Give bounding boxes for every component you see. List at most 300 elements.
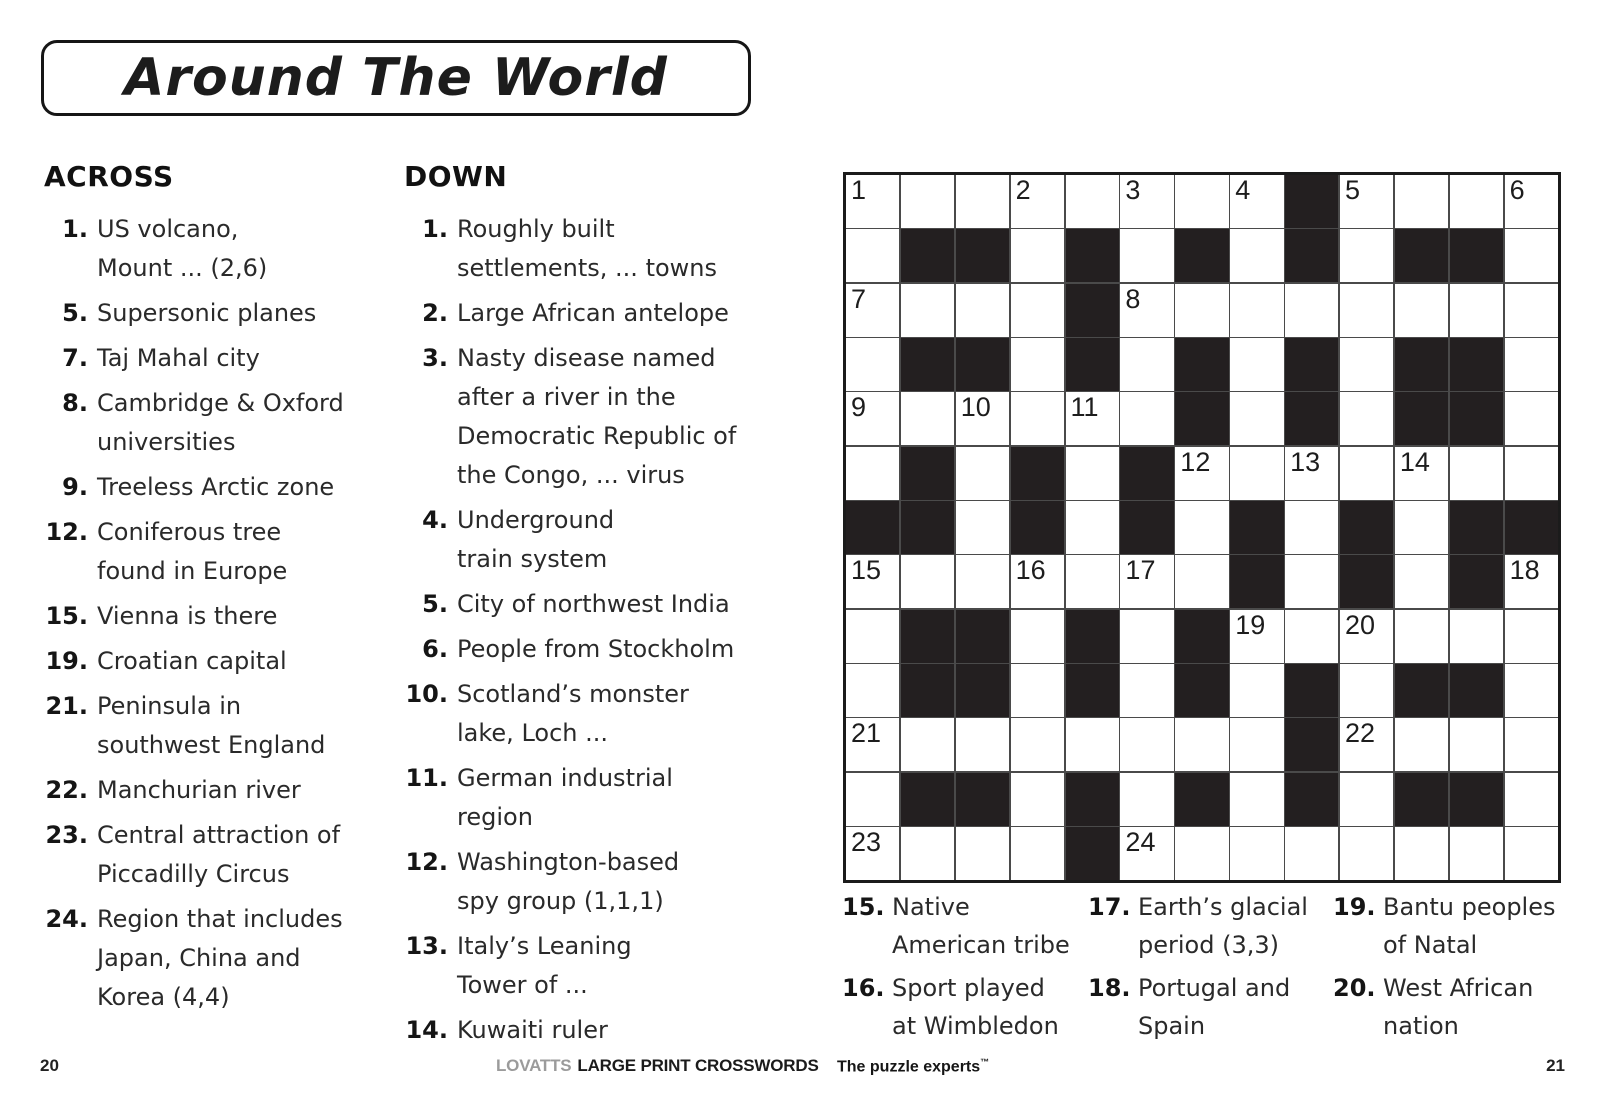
clue-number: 6. [422,635,448,663]
grid-cell-black [1175,229,1228,282]
grid-cell[interactable] [846,827,899,880]
clue-number: 14. [405,1016,448,1044]
tagline-text: The puzzle experts [837,1058,981,1076]
clue-text-line: West African [1383,974,1534,1002]
clue-text [1383,969,1533,1045]
grid-cell[interactable] [1395,447,1448,500]
grid-cell[interactable] [901,284,954,337]
grid-cell-black [1450,229,1503,282]
grid-cell[interactable] [846,229,899,282]
grid-cell-black [1175,610,1228,663]
clue-item [404,1011,796,1050]
grid-cell-black [901,501,954,554]
grid-cell[interactable] [1120,175,1173,228]
clue-text-line: Manchurian river [97,776,301,804]
grid-cell[interactable] [846,447,899,500]
grid-cell-black [1450,773,1503,826]
grid-cell-black [901,773,954,826]
clue-text-line: settlements, ... towns [457,254,718,282]
grid-cell[interactable] [901,718,954,771]
clue-text-line: Korea (4,4) [97,983,230,1011]
clue-item [44,771,394,810]
clue-item [1088,888,1333,964]
grid-cell[interactable] [1230,773,1283,826]
clue-text-line: Sport played [892,974,1045,1002]
clue-number: 7. [62,344,88,372]
grid-cell-black [1450,555,1503,608]
grid-cell[interactable] [1011,664,1064,717]
grid-cell[interactable] [1340,664,1393,717]
grid-cell[interactable] [1120,718,1173,771]
grid-cell[interactable] [1505,447,1558,500]
clue-number: 5. [422,590,448,618]
clue-item [404,501,796,579]
clue-text-line: train system [457,545,608,573]
grid-cell[interactable] [1011,392,1064,445]
cell-number: 6 [1509,175,1525,205]
grid-cell[interactable] [1340,229,1393,282]
clue-text-line: Region that includes [97,905,343,933]
clue-text-line: region [457,803,533,831]
cell-number: 13 [1290,446,1321,477]
grid-cell[interactable] [1505,555,1558,608]
grid-cell[interactable] [1340,827,1393,880]
grid-cell[interactable] [1066,501,1119,554]
grid-cell[interactable] [846,718,899,771]
grid-cell-black [1230,555,1283,608]
grid-cell-black [1285,338,1338,391]
grid-cell-black [1011,501,1064,554]
cell-number: 1 [851,175,867,205]
puzzle-title: Around The World [124,48,668,108]
grid-cell[interactable] [1285,284,1338,337]
grid-cell[interactable] [1285,501,1338,554]
grid-cell[interactable] [956,447,1009,500]
grid-cell-black [1120,447,1173,500]
grid-cell[interactable] [1066,447,1119,500]
grid-cell[interactable] [1450,175,1503,228]
grid-cell[interactable] [1505,284,1558,337]
grid-cell[interactable] [1340,175,1393,228]
clue-text-line: at Wimbledon [892,1012,1059,1040]
clue-text [892,969,1059,1045]
grid-cell[interactable] [1120,773,1173,826]
clue-text-line: Native [892,893,970,921]
clue-item [44,642,394,681]
clue-text [97,900,343,1017]
grid-cell-black [1395,664,1448,717]
clue-number: 9. [62,473,88,501]
clue-text [457,675,689,753]
grid-cell[interactable] [1011,175,1064,228]
clue-text [97,384,344,462]
grid-cell[interactable] [1230,718,1283,771]
grid-cell[interactable] [1395,284,1448,337]
grid-cell[interactable] [901,392,954,445]
clue-item [404,630,796,669]
grid-cell-black [901,229,954,282]
clue-text [97,513,287,591]
clue-text-line: Underground [457,506,615,534]
clue-item [44,900,394,1017]
grid-cell-black [1450,392,1503,445]
grid-cell[interactable] [1340,447,1393,500]
grid-cell[interactable] [956,827,1009,880]
clue-number: 10. [405,680,448,708]
grid-cell[interactable] [1066,175,1119,228]
grid-cell[interactable] [1066,392,1119,445]
grid-cell[interactable] [1395,827,1448,880]
grid-cell[interactable] [1011,827,1064,880]
grid-cell[interactable] [1450,827,1503,880]
cell-number: 23 [851,827,882,858]
grid-cell[interactable] [1340,338,1393,391]
grid-cell[interactable] [956,284,1009,337]
grid-cell[interactable] [1011,555,1064,608]
grid-cell[interactable] [1285,447,1338,500]
grid-cell[interactable] [1395,175,1448,228]
grid-cell[interactable] [1505,610,1558,663]
clue-item [44,513,394,591]
brand-series: LARGE PRINT CROSSWORDS [577,1056,819,1075]
grid-cell-black [901,447,954,500]
brand-name: LOVATTS [496,1056,572,1075]
page-number-right: 21 [1546,1056,1565,1075]
clue-number: 1. [422,215,448,243]
clue-item [404,927,796,1005]
clue-item [404,339,796,495]
grid-cell[interactable] [956,175,1009,228]
clue-number: 15. [45,602,88,630]
grid-cell[interactable] [1011,229,1064,282]
grid-cell[interactable] [1395,555,1448,608]
grid-cell[interactable] [901,827,954,880]
clue-text-line: Washington-based [457,848,680,876]
clue-text-line: the Congo, ... virus [457,461,685,489]
grid-cell-black [956,338,1009,391]
cell-number: 9 [851,392,867,423]
clue-item [404,585,796,624]
grid-cell[interactable] [1395,501,1448,554]
grid-cell[interactable] [1066,555,1119,608]
cell-number: 12 [1180,446,1211,477]
grid-cell[interactable] [846,773,899,826]
cell-number: 21 [851,718,882,749]
grid-cell[interactable] [1230,827,1283,880]
grid-cell-black [901,610,954,663]
grid-cell[interactable] [1175,175,1228,228]
grid-cell[interactable] [846,284,899,337]
grid-cell[interactable] [1505,827,1558,880]
clue-text [457,501,614,579]
clue-text-line: Croatian capital [97,647,287,675]
clue-text-line: period (3,3) [1138,931,1279,959]
cell-number: 16 [1015,555,1046,586]
grid-cell-black [1395,392,1448,445]
clue-text [457,630,734,669]
clue-text-line: southwest England [97,731,326,759]
grid-cell[interactable] [1285,827,1338,880]
grid-cell[interactable] [1395,610,1448,663]
grid-cell[interactable] [1066,718,1119,771]
cell-number: 17 [1125,555,1156,586]
grid-cell[interactable] [1450,610,1503,663]
clue-text-line: Cambridge & Oxford [97,389,344,417]
clue-item [1088,969,1333,1045]
clue-number: 22. [45,776,88,804]
clue-item [404,759,796,837]
grid-cell[interactable] [1340,773,1393,826]
clue-text-line: after a river in the [457,383,676,411]
clue-text [97,294,316,333]
cell-number: 18 [1509,555,1540,586]
clue-number: 18. [1088,974,1131,1002]
grid-cell[interactable] [1230,610,1283,663]
grid-cell-black [1066,338,1119,391]
grid-cell[interactable] [846,392,899,445]
clue-text [457,927,632,1005]
grid-cell[interactable] [1340,610,1393,663]
grid-cell[interactable] [1120,284,1173,337]
clue-text [97,642,287,681]
clue-text-line: US volcano, [97,215,239,243]
grid-cell[interactable] [901,175,954,228]
grid-cell[interactable] [846,664,899,717]
bottom-clue-column-1 [842,888,1088,1050]
grid-cell-black [1450,664,1503,717]
trademark-symbol: ™ [980,1057,990,1067]
clue-text [97,771,301,810]
down-clue-list [404,210,796,1056]
clue-text-line: Treeless Arctic zone [97,473,335,501]
grid-cell[interactable] [1120,229,1173,282]
grid-cell[interactable] [846,610,899,663]
grid-cell[interactable] [1230,229,1283,282]
bottom-clue-column-2 [1088,888,1333,1050]
grid-cell[interactable] [1505,175,1558,228]
grid-cell[interactable] [1120,555,1173,608]
grid-cell[interactable] [1340,284,1393,337]
grid-cell-black [1011,447,1064,500]
grid-cell[interactable] [956,392,1009,445]
grid-cell[interactable] [1230,392,1283,445]
grid-cell[interactable] [1175,718,1228,771]
grid-cell[interactable] [1230,175,1283,228]
clue-number: 11. [405,764,448,792]
grid-cell[interactable] [956,501,1009,554]
grid-cell[interactable] [1395,718,1448,771]
clue-item [44,210,394,288]
clue-text-line: Central attraction of [97,821,341,849]
clue-number: 23. [45,821,88,849]
clue-number: 20. [1333,974,1376,1002]
grid-cell[interactable] [846,175,899,228]
clue-text-line: spy group (1,1,1) [457,887,664,915]
grid-cell-black [1285,718,1338,771]
grid-cell[interactable] [901,555,954,608]
grid-cell[interactable] [1285,555,1338,608]
grid-cell[interactable] [1175,827,1228,880]
clue-item [44,816,394,894]
clue-text [1138,888,1308,964]
grid-cell[interactable] [1505,338,1558,391]
cell-number: 24 [1125,827,1156,858]
grid-cell[interactable] [1175,555,1228,608]
clue-item [842,888,1088,964]
cell-number: 4 [1235,175,1251,205]
grid-cell[interactable] [1340,718,1393,771]
grid-cell[interactable] [1450,718,1503,771]
clue-number: 2. [422,299,448,327]
clue-text-line: German industrial [457,764,673,792]
grid-cell[interactable] [1505,392,1558,445]
grid-cell-black [1120,501,1173,554]
grid-cell[interactable] [1120,338,1173,391]
grid-cell-black [956,773,1009,826]
clue-text [457,843,679,921]
clue-item [44,687,394,765]
grid-cell[interactable] [1011,773,1064,826]
grid-cell[interactable] [1120,664,1173,717]
clue-number: 21. [45,692,88,720]
grid-cell[interactable] [1011,718,1064,771]
brand-lockup [496,1056,819,1076]
clue-number: 19. [1333,893,1376,921]
grid-cell[interactable] [1120,827,1173,880]
clue-text-line: Bantu peoples [1383,893,1556,921]
clue-number: 15. [842,893,885,921]
cell-number: 7 [851,283,867,314]
grid-cell[interactable] [1011,284,1064,337]
clue-text-line: Peninsula in [97,692,242,720]
clue-number: 19. [45,647,88,675]
grid-cell-black [1066,284,1119,337]
clue-text [97,468,334,507]
grid-cell[interactable] [956,718,1009,771]
clue-text [97,210,267,288]
clue-text [1383,888,1556,964]
title-box [41,40,751,116]
grid-cell[interactable] [1230,664,1283,717]
clue-text [457,1011,608,1050]
clue-number: 8. [62,389,88,417]
grid-cell-black [1285,392,1338,445]
cell-number: 5 [1344,175,1360,205]
grid-cell-black [1395,773,1448,826]
cell-number: 19 [1235,609,1266,640]
grid-cell-black [1395,338,1448,391]
across-header: ACROSS [44,160,174,193]
grid-cell[interactable] [1120,392,1173,445]
grid-cell-black [1450,501,1503,554]
grid-cell-black [1395,229,1448,282]
grid-cell-black [1175,392,1228,445]
clue-text [892,888,1070,964]
grid-cell[interactable] [1175,501,1228,554]
grid-cell-black [1066,610,1119,663]
grid-cell-black [1285,229,1338,282]
clue-text-line: Spain [1138,1012,1206,1040]
clue-text-line: of Natal [1383,931,1478,959]
crossword-grid [843,172,1561,883]
clue-item [44,339,394,378]
clue-text-line: Italy’s Leaning [457,932,632,960]
clue-text-line: Supersonic planes [97,299,317,327]
grid-cell-black [1340,555,1393,608]
grid-cell[interactable] [1230,338,1283,391]
clue-item [404,294,796,333]
grid-cell[interactable] [1175,447,1228,500]
cell-number: 2 [1015,175,1031,205]
down-header: DOWN [404,160,508,193]
clue-item [1333,969,1561,1045]
clue-item [404,675,796,753]
clue-text-line: universities [97,428,236,456]
clue-text-line: Scotland’s monster [457,680,689,708]
grid-cell[interactable] [1450,447,1503,500]
clue-number: 5. [62,299,88,327]
bottom-clue-column-3 [1333,888,1561,1050]
clue-text-line: Taj Mahal city [97,344,260,372]
grid-cell-black [1175,773,1228,826]
clue-text [457,339,736,495]
grid-cell[interactable] [846,555,899,608]
clue-text-line: Large African antelope [457,299,729,327]
clue-text-line: City of northwest India [457,590,730,618]
clue-number: 4. [422,506,448,534]
grid-cell[interactable] [956,555,1009,608]
clue-item [404,210,796,288]
clue-number: 12. [405,848,448,876]
clue-item [44,384,394,462]
grid-cell[interactable] [1120,610,1173,663]
grid-cell-black [901,664,954,717]
clue-text-line: found in Europe [97,557,288,585]
clue-text-line: Earth’s glacial [1138,893,1308,921]
clue-text-line: Coniferous tree [97,518,282,546]
clue-text-line: Portugal and [1138,974,1291,1002]
clue-number: 12. [45,518,88,546]
clue-text-line: Japan, China and [97,944,301,972]
grid-cell-black [1505,501,1558,554]
clue-text-line: Democratic Republic of [457,422,737,450]
clue-text [97,597,277,636]
grid-cell[interactable] [1505,664,1558,717]
cell-number: 22 [1344,718,1375,749]
cell-number: 10 [960,392,991,423]
clue-text-line: Mount ... (2,6) [97,254,268,282]
grid-cell[interactable] [1285,610,1338,663]
grid-cell[interactable] [1505,773,1558,826]
clue-item [842,969,1088,1045]
grid-cell[interactable] [1505,718,1558,771]
grid-cell[interactable] [1340,392,1393,445]
grid-cell[interactable] [1505,229,1558,282]
grid-cell[interactable] [1011,610,1064,663]
grid-cell[interactable] [1450,284,1503,337]
grid-cell[interactable] [1175,284,1228,337]
grid-cell[interactable] [1230,447,1283,500]
across-clue-list [44,210,394,1023]
grid-cell-black [956,610,1009,663]
clue-number: 24. [45,905,88,933]
grid-cell[interactable] [846,338,899,391]
grid-cell[interactable] [1230,284,1283,337]
cell-number: 8 [1125,283,1141,314]
grid-cell[interactable] [1011,338,1064,391]
cell-number: 3 [1125,175,1141,205]
clue-number: 3. [422,344,448,372]
